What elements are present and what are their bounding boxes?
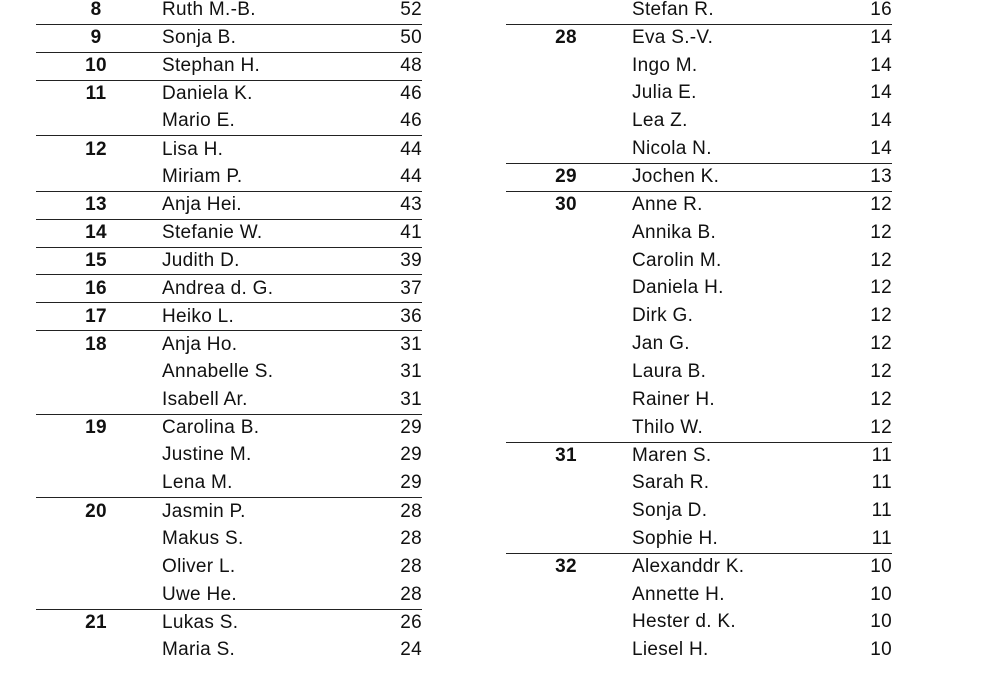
ranking-row <box>36 442 422 470</box>
name-cell: Heiko L. <box>162 305 235 327</box>
ranking-column-right <box>506 0 892 664</box>
rank-cell: 17 <box>85 305 107 327</box>
name-cell: Dirk G. <box>632 305 694 327</box>
rank-cell: 14 <box>85 222 107 244</box>
rank-cell: 19 <box>85 417 107 439</box>
score-cell: 12 <box>870 277 892 299</box>
name-cell: Stephan H. <box>162 55 261 77</box>
score-cell: 11 <box>871 444 892 466</box>
name-cell: Oliver L. <box>162 555 236 577</box>
rank-cell: 30 <box>555 194 577 216</box>
ranking-row <box>506 358 892 386</box>
ranking-row <box>36 274 422 302</box>
ranking-row <box>506 636 892 664</box>
name-cell: Lisa H. <box>162 138 224 160</box>
name-cell: Thilo W. <box>632 416 704 438</box>
ranking-row <box>506 163 892 191</box>
name-cell: Sonja D. <box>632 500 708 522</box>
score-cell: 39 <box>400 250 422 272</box>
ranking-row <box>506 302 892 330</box>
name-cell: Ruth M.-B. <box>162 0 256 20</box>
name-cell: Anja Ho. <box>162 333 238 355</box>
score-cell: 43 <box>400 194 422 216</box>
name-cell: Alexanddr K. <box>632 556 745 578</box>
name-cell: Maren S. <box>632 444 712 466</box>
ranking-row <box>506 274 892 302</box>
rank-cell: 16 <box>85 277 107 299</box>
score-cell: 14 <box>870 138 892 160</box>
score-cell: 31 <box>400 333 422 355</box>
ranking-row <box>36 525 422 553</box>
score-cell: 12 <box>870 360 892 382</box>
ranking-row <box>36 135 422 163</box>
ranking-row <box>36 80 422 108</box>
name-cell: Annika B. <box>632 221 717 243</box>
score-cell: 16 <box>870 0 892 20</box>
name-cell: Maria S. <box>162 639 236 661</box>
score-cell: 26 <box>400 611 422 633</box>
name-cell: Stefanie W. <box>162 222 263 244</box>
score-cell: 48 <box>400 55 422 77</box>
rank-cell: 9 <box>90 27 102 49</box>
name-cell: Lena M. <box>162 472 233 494</box>
name-cell: Hester d. K. <box>632 611 736 633</box>
ranking-row <box>506 330 892 358</box>
ranking-row <box>36 330 422 358</box>
score-cell: 14 <box>870 54 892 76</box>
ranking-row <box>36 302 422 330</box>
ranking-row <box>506 386 892 414</box>
name-cell: Anne R. <box>632 194 703 216</box>
score-cell: 44 <box>400 165 422 187</box>
name-cell: Julia E. <box>632 82 697 104</box>
ranking-row <box>506 247 892 275</box>
ranking-row <box>36 469 422 497</box>
name-cell: Annette H. <box>632 583 725 605</box>
name-cell: Jan G. <box>632 333 690 355</box>
ranking-row <box>36 497 422 525</box>
score-cell: 28 <box>400 500 422 522</box>
ranking-row <box>506 107 892 135</box>
rank-cell: 32 <box>555 556 577 578</box>
score-cell: 12 <box>870 221 892 243</box>
name-cell: Nicola N. <box>632 138 712 160</box>
score-cell: 29 <box>400 472 422 494</box>
score-cell: 46 <box>400 82 422 104</box>
rank-cell: 8 <box>90 0 102 20</box>
rank-cell: 31 <box>555 444 577 466</box>
score-cell: 31 <box>400 388 422 410</box>
name-cell: Lukas S. <box>162 611 239 633</box>
score-cell: 52 <box>400 0 422 20</box>
name-cell: Annabelle S. <box>162 360 274 382</box>
ranking-row <box>36 581 422 609</box>
name-cell: Liesel H. <box>632 639 709 661</box>
ranking-row <box>506 442 892 470</box>
name-cell: Anja Hei. <box>162 194 242 216</box>
ranking-row <box>506 609 892 637</box>
ranking-row <box>506 414 892 442</box>
name-cell: Judith D. <box>162 250 240 272</box>
name-cell: Mario E. <box>162 110 236 132</box>
name-cell: Eva S.-V. <box>632 27 714 49</box>
score-cell: 12 <box>870 388 892 410</box>
score-cell: 37 <box>400 277 422 299</box>
score-cell: 31 <box>400 360 422 382</box>
ranking-row <box>506 0 892 24</box>
name-cell: Rainer H. <box>632 388 715 410</box>
rank-cell: 21 <box>85 611 107 633</box>
ranking-row <box>36 358 422 386</box>
name-cell: Justine M. <box>162 444 252 466</box>
name-cell: Sarah R. <box>632 472 710 494</box>
ranking-row <box>506 24 892 52</box>
score-cell: 11 <box>871 500 892 522</box>
score-cell: 12 <box>870 305 892 327</box>
rank-cell: 11 <box>85 82 107 104</box>
rank-cell: 20 <box>85 500 107 522</box>
ranking-row <box>506 525 892 553</box>
score-cell: 10 <box>870 556 892 578</box>
name-cell: Andrea d. G. <box>162 277 274 299</box>
ranking-row <box>36 52 422 80</box>
score-cell: 24 <box>400 639 422 661</box>
ranking-row <box>36 386 422 414</box>
ranking-row <box>506 135 892 163</box>
ranking-row <box>506 191 892 219</box>
score-cell: 14 <box>870 82 892 104</box>
ranking-row <box>36 107 422 135</box>
score-cell: 41 <box>400 222 422 244</box>
ranking-row <box>506 52 892 80</box>
name-cell: Isabell Ar. <box>162 388 248 410</box>
rank-cell: 13 <box>85 194 107 216</box>
ranking-row <box>506 80 892 108</box>
name-cell: Sophie H. <box>632 527 719 549</box>
rank-cell: 18 <box>85 333 107 355</box>
ranking-row <box>36 219 422 247</box>
name-cell: Daniela K. <box>162 82 253 104</box>
name-cell: Lea Z. <box>632 110 688 132</box>
score-cell: 12 <box>870 194 892 216</box>
name-cell: Ingo M. <box>632 54 698 76</box>
name-cell: Makus S. <box>162 527 244 549</box>
ranking-row <box>506 219 892 247</box>
score-cell: 29 <box>400 444 422 466</box>
score-cell: 10 <box>870 583 892 605</box>
ranking-row <box>36 553 422 581</box>
ranking-row <box>506 469 892 497</box>
name-cell: Carolina B. <box>162 417 260 439</box>
score-cell: 28 <box>400 527 422 549</box>
score-cell: 12 <box>870 416 892 438</box>
ranking-row <box>36 0 422 24</box>
score-cell: 36 <box>400 305 422 327</box>
score-cell: 14 <box>870 110 892 132</box>
ranking-row <box>36 24 422 52</box>
name-cell: Carolin M. <box>632 249 722 271</box>
ranking-row <box>36 163 422 191</box>
score-cell: 28 <box>400 555 422 577</box>
name-cell: Uwe He. <box>162 583 237 605</box>
score-cell: 50 <box>400 27 422 49</box>
rank-cell: 15 <box>85 250 107 272</box>
score-cell: 10 <box>870 639 892 661</box>
name-cell: Miriam P. <box>162 165 243 187</box>
ranking-row <box>36 247 422 275</box>
ranking-row <box>36 609 422 637</box>
score-cell: 46 <box>400 110 422 132</box>
name-cell: Daniela H. <box>632 277 724 299</box>
rank-cell: 29 <box>555 166 577 188</box>
score-cell: 44 <box>400 138 422 160</box>
ranking-row <box>506 553 892 581</box>
name-cell: Jochen K. <box>632 166 720 188</box>
rank-cell: 28 <box>555 27 577 49</box>
score-cell: 12 <box>870 333 892 355</box>
name-cell: Stefan R. <box>632 0 714 20</box>
ranking-row <box>36 191 422 219</box>
score-cell: 11 <box>871 527 892 549</box>
rank-cell: 10 <box>85 55 107 77</box>
name-cell: Jasmin P. <box>162 500 246 522</box>
name-cell: Laura B. <box>632 360 707 382</box>
ranking-row <box>36 636 422 664</box>
ranking-column-left <box>36 0 422 664</box>
score-cell: 14 <box>870 27 892 49</box>
score-cell: 11 <box>871 472 892 494</box>
name-cell: Sonja B. <box>162 27 237 49</box>
score-cell: 28 <box>400 583 422 605</box>
ranking-row <box>36 414 422 442</box>
ranking-row <box>506 581 892 609</box>
score-cell: 29 <box>400 417 422 439</box>
rank-cell: 12 <box>85 138 107 160</box>
ranking-row <box>506 497 892 525</box>
score-cell: 13 <box>870 166 892 188</box>
score-cell: 10 <box>870 611 892 633</box>
score-cell: 12 <box>870 249 892 271</box>
